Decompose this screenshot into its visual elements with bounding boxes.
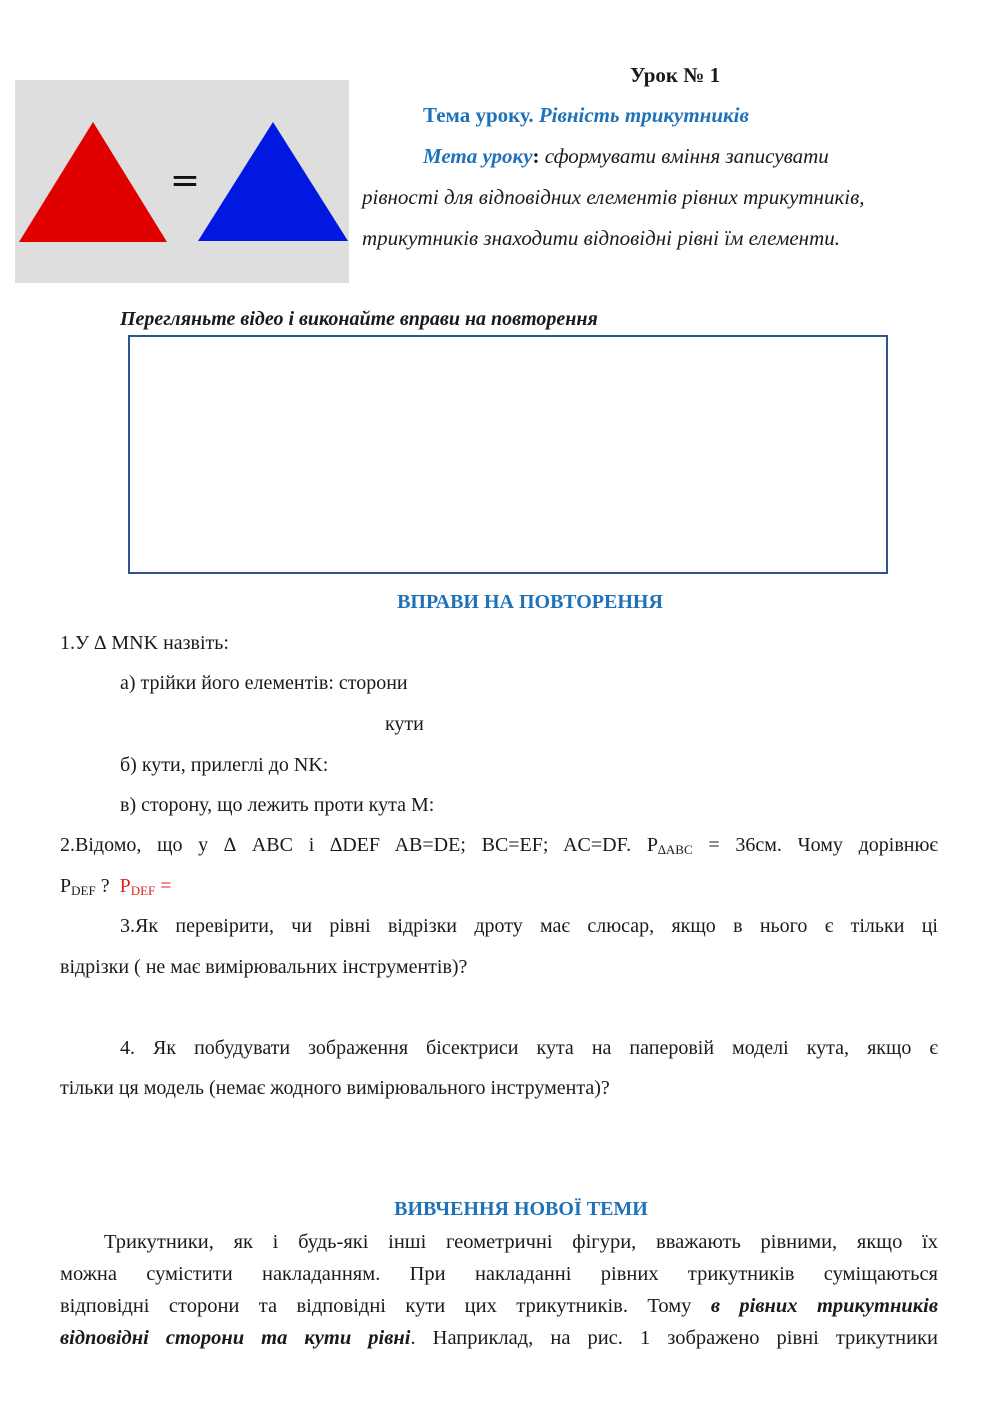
goal-text-1: сформувати вміння записувати: [544, 144, 829, 168]
answer-subscript: DEF: [130, 883, 156, 898]
perimeter-def-label: P: [60, 875, 72, 897]
paragraph-line-1: Трикутники, як і будь-які інші геометричні фігури, вважають рівними, якщо їх: [104, 1231, 938, 1253]
paragraph-line-2: можна сумістити накладанням. При накладанні рівних трикутників суміщаються: [60, 1263, 938, 1285]
paragraph-emphasis-2: відповідні сторони та кути рівні: [60, 1327, 411, 1349]
hero-image: [15, 80, 349, 283]
goal-line: [423, 143, 829, 169]
paragraph-line-3: [60, 1293, 938, 1319]
equals-sign: =: [169, 160, 201, 201]
paragraph-emphasis-1: в рівних трикутників: [710, 1295, 939, 1317]
goal-label: Мета уроку: [423, 144, 533, 168]
topic-label: Тема уроку.: [423, 103, 534, 127]
lesson-title: Урок № 1: [630, 63, 721, 87]
question-3-line-2: відрізки ( не має вимірювальних інструментів)?: [60, 956, 468, 978]
goal-colon: :: [532, 144, 540, 168]
goal-text-3: трикутників знаходити відповідні рівні їм елементи.: [362, 226, 841, 250]
question-1b: б) кути, прилеглі до NK:: [120, 754, 329, 776]
question-2-mark: ?: [95, 875, 120, 897]
answer-p: P: [119, 875, 131, 897]
question-2-line-2: [60, 873, 172, 901]
question-2-tail: = 36см. Чому дорівнює: [692, 834, 939, 856]
question-1c: в) сторону, що лежить проти кута М:: [120, 794, 435, 816]
answer-field[interactable]: =: [155, 875, 172, 897]
topic-line: [423, 102, 749, 128]
question-1: 1.У ∆ MNK назвіть:: [60, 632, 229, 654]
paragraph-line-4-text: . Наприклад, на рис. 1 зображено рівні трикутники: [410, 1327, 939, 1349]
question-1a: а) трійки його елементів: сторони: [120, 672, 408, 694]
topic-value: Рівність трикутників: [538, 103, 749, 127]
paragraph-line-4: [60, 1325, 938, 1351]
question-2-text: 2.Відомо, що у ∆ ABC і ∆DEF AB=DE; BC=EF; AC=DF. P: [60, 834, 658, 856]
goal-text-2: рівності для відповідних елементів рівних трикутників,: [362, 185, 865, 209]
blue-triangle: [198, 122, 348, 241]
video-embed[interactable]: [128, 335, 888, 574]
question-3-line-1: 3.Як перевірити, чи рівні відрізки дроту має слюсар, якщо в нього є тільки ці: [120, 915, 938, 937]
video-instruction: Перегляньте відео і виконайте вправи на повторення: [120, 308, 598, 330]
perimeter-abc-subscript: ∆ABC: [657, 842, 693, 857]
question-1a-angles: кути: [385, 713, 424, 735]
perimeter-def-subscript: DEF: [71, 883, 96, 898]
question-4-line-2: тільки ця модель (немає жодного вимірювального інструмента)?: [60, 1077, 610, 1099]
red-triangle: [19, 122, 167, 242]
paragraph-line-3-text: відповідні сторони та відповідні кути цих трикутників. Тому: [60, 1295, 711, 1317]
new-topic-heading: ВИВЧЕННЯ НОВОЇ ТЕМИ: [394, 1198, 648, 1220]
review-heading: ВПРАВИ НА ПОВТОРЕННЯ: [397, 591, 663, 613]
question-2-line-1: [60, 832, 938, 860]
question-4-line-1: 4. Як побудувати зображення бісектриси кута на паперовій моделі кута, якщо є: [120, 1037, 938, 1059]
